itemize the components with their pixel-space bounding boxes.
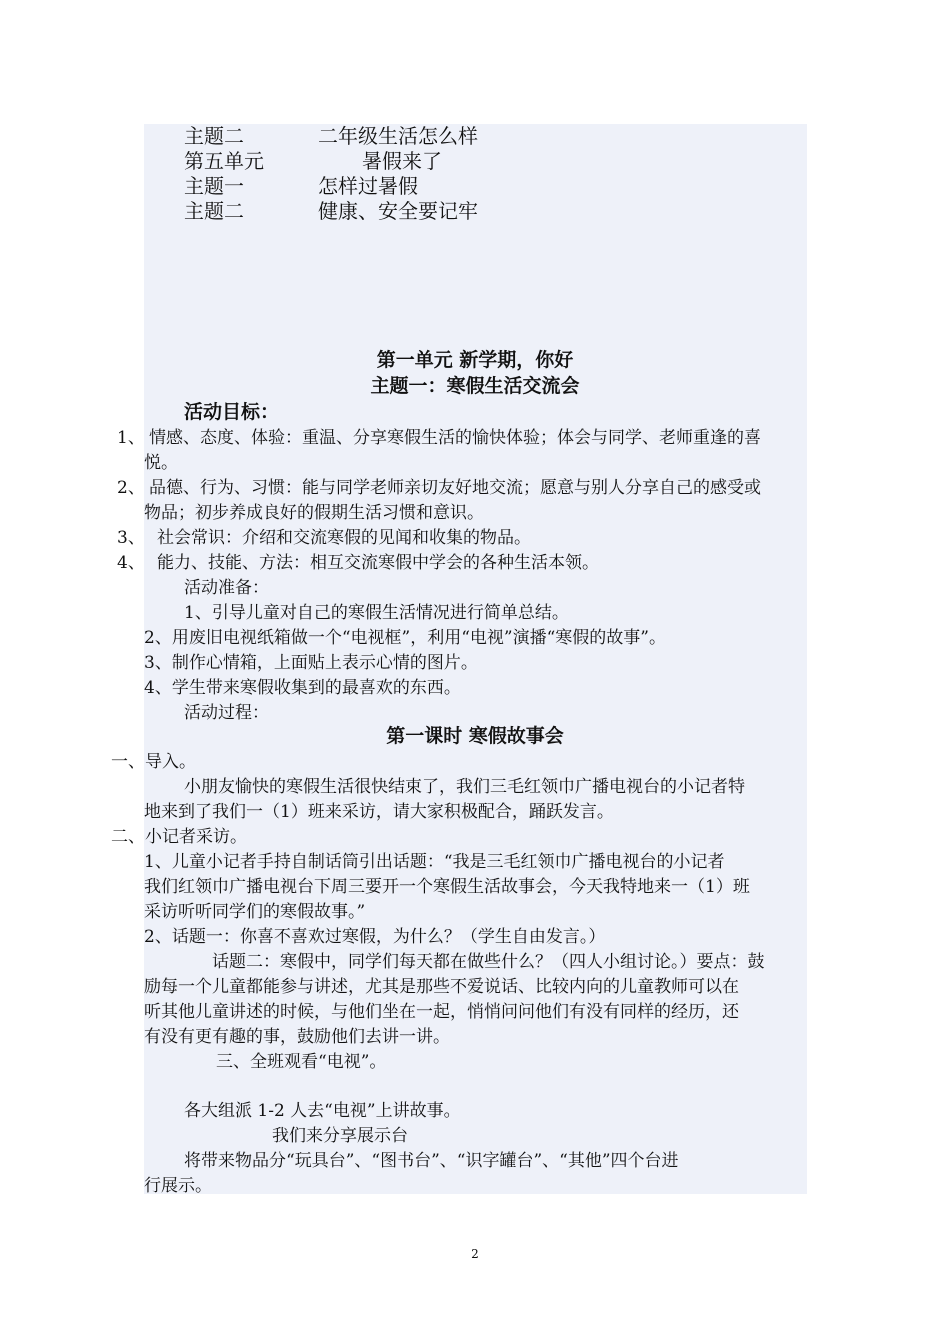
goal-text: 能力、技能、方法：相互交流寒假中学会的各种生活本领。 — [157, 553, 599, 573]
paragraph-line: 我们红领巾广播电视台下周三要开一个寒假生活故事会，今天我特地来一（1）班 — [144, 877, 750, 897]
paragraph-line: 采访听听同学们的寒假故事。” — [144, 902, 366, 922]
paragraph-line: 地来到了我们一（1）班来采访，请大家积极配合，踊跃发言。 — [144, 802, 614, 822]
goal-number: 3、 — [117, 528, 145, 548]
toc-label: 第五单元 — [184, 149, 264, 173]
theme-title: 主题一：寒假生活交流会 — [370, 375, 580, 397]
prep-item: 4、学生带来寒假收集到的最喜欢的东西。 — [144, 678, 461, 698]
toc-label: 主题二 — [184, 199, 244, 223]
prep-item: 3、制作心情箱，上面贴上表示心情的图片。 — [144, 653, 478, 673]
goal-number: 2、 — [117, 478, 145, 498]
goal-text: 情感、态度、体验：重温、分享寒假生活的愉快体验；体会与同学、老师重逢的喜 — [149, 428, 761, 448]
paragraph-line: 小朋友愉快的寒假生活很快结束了，我们三毛红领巾广播电视台的小记者特 — [184, 777, 745, 797]
goal-number: 4、 — [117, 553, 145, 573]
goal-number: 1、 — [117, 428, 145, 448]
toc-title: 健康、安全要记牢 — [318, 199, 478, 223]
section-heading: 一、导入。 — [111, 752, 196, 772]
toc-title: 怎样过暑假 — [318, 174, 418, 198]
toc-label: 主题一 — [184, 174, 244, 198]
toc-title: 暑假来了 — [362, 149, 442, 173]
goal-text: 悦。 — [144, 453, 178, 473]
paragraph-line: 2、话题一：你喜不喜欢过寒假，为什么？（学生自由发言。） — [144, 927, 606, 947]
prep-item: 1、引导儿童对自己的寒假生活情况进行简单总结。 — [184, 603, 569, 623]
section-heading: 三、全班观看“电视”。 — [216, 1052, 387, 1072]
paragraph-line: 听其他儿童讲述的时候，与他们坐在一起，悄悄问问他们有没有同样的经历，还 — [144, 1002, 739, 1022]
goal-text: 物品；初步养成良好的假期生活习惯和意识。 — [144, 503, 484, 523]
toc-title: 二年级生活怎么样 — [318, 124, 478, 148]
lesson-title: 第一课时 寒假故事会 — [386, 725, 564, 747]
page-number: 2 — [471, 1247, 479, 1261]
prep-item: 2、用废旧电视纸箱做一个“电视框”，利用“电视”演播“寒假的故事”。 — [144, 628, 666, 648]
unit-title: 第一单元 新学期，你好 — [376, 349, 574, 371]
subheading: 我们来分享展示台 — [272, 1126, 408, 1146]
goals-heading: 活动目标： — [184, 401, 280, 423]
paragraph-line: 行展示。 — [144, 1176, 212, 1196]
paragraph-line: 话题二：寒假中，同学们每天都在做些什么？（四人小组讨论。）要点：鼓 — [212, 952, 765, 972]
goal-text: 品德、行为、习惯：能与同学老师亲切友好地交流；愿意与别人分享自己的感受或 — [149, 478, 761, 498]
paragraph-line: 励每一个儿童都能参与讲述，尤其是那些不爱说话、比较内向的儿童教师可以在 — [144, 977, 739, 997]
paragraph-line: 各大组派 1-2 人去“电视”上讲故事。 — [184, 1101, 461, 1121]
paragraph-line: 将带来物品分“玩具台”、“图书台”、“识字罐台”、“其他”四个台进 — [184, 1151, 679, 1171]
toc-label: 主题二 — [184, 124, 244, 148]
section-heading: 二、小记者采访。 — [111, 827, 247, 847]
process-heading: 活动过程： — [184, 703, 269, 723]
paragraph-line: 1、儿童小记者手持自制话筒引出话题：“我是三毛红领巾广播电视台的小记者 — [144, 852, 725, 872]
paragraph-line: 有没有更有趣的事，鼓励他们去讲一讲。 — [144, 1027, 450, 1047]
goal-text: 社会常识：介绍和交流寒假的见闻和收集的物品。 — [157, 528, 531, 548]
prep-heading: 活动准备： — [184, 578, 269, 598]
